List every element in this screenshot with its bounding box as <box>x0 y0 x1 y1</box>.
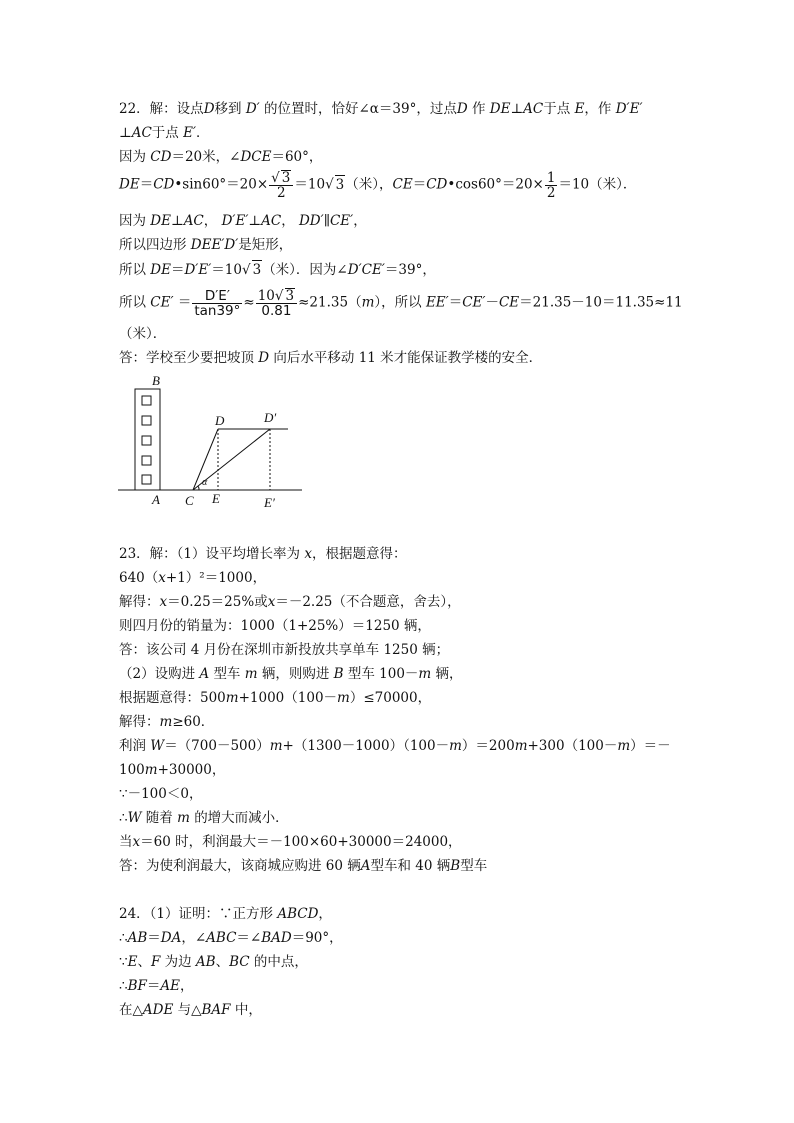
label-E: E <box>212 491 220 506</box>
s23-line-8: 解得：m≥60． <box>119 714 215 730</box>
s22-line-2: ⊥AC于点 E′． <box>119 125 210 141</box>
label-alpha: α <box>202 477 208 488</box>
angle-arc <box>198 486 199 490</box>
s24-line-5: 在△ADE 与△BAF 中， <box>119 1002 262 1018</box>
s23-line-9: 利润 W＝（700－500）m+（1300－1000）（100－m）＝200m+300（100－m）＝－ <box>119 738 671 754</box>
label-B: B <box>152 373 160 388</box>
window-4 <box>142 456 151 465</box>
s23-line-6: （2）设购进 A 型车 m 辆，则购进 B 型车 100－m 辆， <box>119 666 463 682</box>
window-1 <box>142 396 151 405</box>
s23-line-2: 640（x+1）²＝1000， <box>119 570 267 586</box>
s22-line-4: DE＝CD•sin60°＝20× $\frac{√ 3}{2}$ ＝10√ 3（米），CE＝CD•cos60°＝20× $\frac{1}{2}$ ＝10（米）． <box>119 169 637 201</box>
s23-line-7: 根据题意得：500m+1000（100－m）≤70000， <box>119 690 432 706</box>
label-D-prime: D′ <box>264 410 277 425</box>
s23-line-4: 则四月份的销量为：1000（1+25%）＝1250 辆， <box>119 618 431 634</box>
s24-line-1: 24．（1）证明：∵正方形 ABCD， <box>119 906 332 922</box>
label-D: D <box>215 413 225 428</box>
s23-line-10: 100m+30000， <box>119 762 226 778</box>
s22-line-7: 所以 DE＝D′E′＝10√ 3（米）．因为∠D′CE′＝39°， <box>119 262 436 278</box>
fraction-10sqrt3-over-081: $\frac{10√ 3}{0.81}$ <box>256 288 297 318</box>
label-C: C <box>185 493 194 508</box>
label-A: A <box>152 492 160 507</box>
fraction-tan39: $\frac{D'E'}{\tan 39^\circ}$ <box>194 287 241 319</box>
s22-line-1: 22．解：设点D移到 D′ 的位置时，恰好∠α＝39°，过点D 作 DE⊥AC于点 E，作 D′E′ <box>119 101 643 117</box>
s23-line-1: 23．解：（1）设平均增长率为 x，根据题意得： <box>119 546 407 562</box>
s24-line-2: ∴AB＝DA，∠ABC＝∠BAD＝90°， <box>119 930 343 946</box>
window-2 <box>142 416 151 425</box>
s23-line-3: 解得：x＝0.25＝25%或x＝－2.25（不合题意，舍去）， <box>119 594 461 610</box>
s23-line-12: ∴W 随着 m 的增大而减小． <box>119 810 289 826</box>
fraction-sqrt3-over-2: $\frac{√ 3}{2}$ <box>269 170 293 200</box>
s23-answer: 答：为使利润最大，该商城应购进 60 辆A型车和 40 辆B型车 <box>119 858 488 874</box>
s24-line-4: ∴BF＝AE， <box>119 978 194 994</box>
s23-line-5: 答：该公司 4 月份在深圳市新投放共享单车 1250 辆； <box>119 642 450 658</box>
s22-line-3: 因为 CD＝20米，∠DCE＝60°， <box>119 149 323 165</box>
s24-line-3: ∵E、F 为边 AB、BC 的中点， <box>119 954 308 970</box>
s22-answer: 答：学校至少要把坡顶 D 向后水平移动 11 米才能保证教学楼的安全． <box>119 350 543 366</box>
label-E-prime: E′ <box>264 495 275 510</box>
s22-line-9: （米）． <box>119 326 167 342</box>
window-3 <box>142 436 151 445</box>
fraction-1-over-2: $\frac{1}{2}$ <box>546 169 556 201</box>
s22-line-5: 因为 DE⊥AC， D′E′⊥AC， DD′∥CE′， <box>119 213 367 229</box>
s23-line-13: 当x＝60 时，利润最大＝－100×60+30000＝24000， <box>119 834 462 850</box>
window-5 <box>142 475 151 484</box>
geometry-figure <box>118 372 308 512</box>
s23-line-11: ∵－100＜0， <box>119 786 203 802</box>
s22-line-6: 所以四边形 DEE′D′是矩形， <box>119 237 293 253</box>
s22-line-8: 所以 CE′ ＝ $\frac{D'E'}{\tan 39^\circ}$ ≈ $\frac{10√ 3}{0.81}$ ≈21.35（m），所以 EE′＝CE′－CE＝21.35－10＝11.35≈11 <box>119 287 683 319</box>
